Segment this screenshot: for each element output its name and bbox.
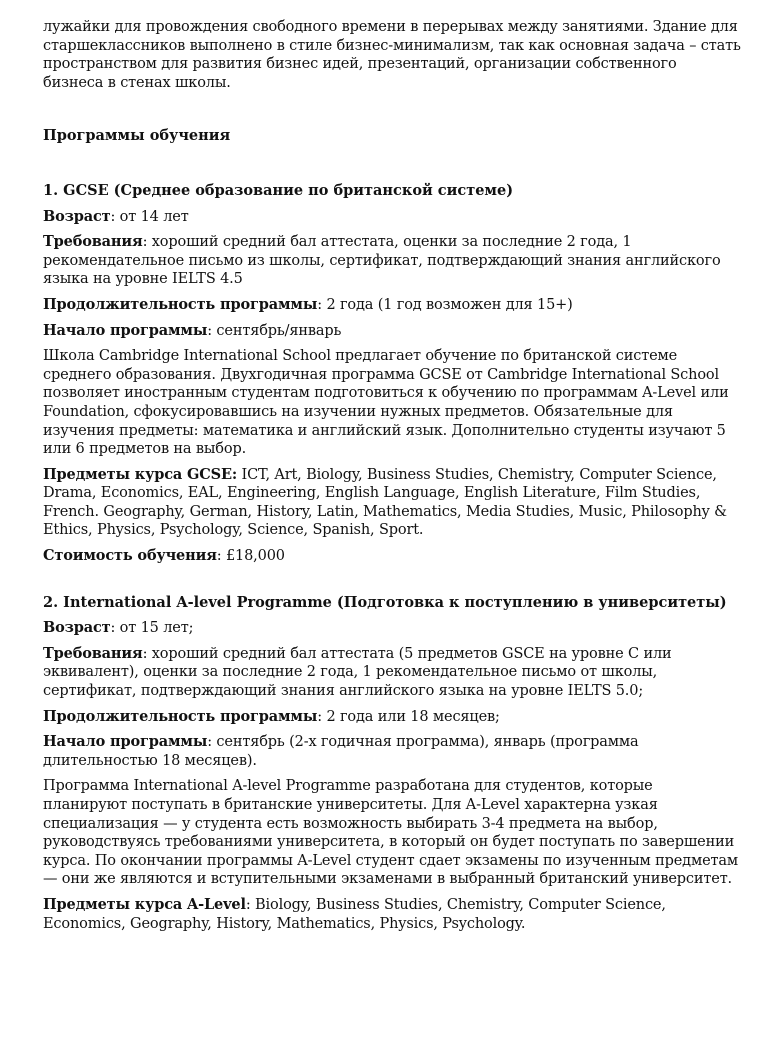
duration-label: Продолжительность программы <box>43 707 318 725</box>
subjects-line <box>43 466 741 540</box>
subjects-line <box>43 896 741 933</box>
age-value: : от 15 лет; <box>110 620 194 637</box>
duration-value: : 2 года (1 год возможен для 15+) <box>317 296 573 313</box>
requirements-line <box>43 645 741 701</box>
cost-label: Стоимость обучения <box>43 547 217 565</box>
requirements-label: Требования <box>43 644 143 662</box>
program-title: 2. International A-level Programme (Подготовка к поступлению в университеты) <box>43 593 727 611</box>
age-value: : от 14 лет <box>110 208 189 225</box>
requirements-label: Требования <box>43 233 143 251</box>
duration-label: Продолжительность программы <box>43 295 318 313</box>
intro-paragraph: лужайки для провождения свободного времени в перерывах между занятиями. Здание для старшеклассников выполнено в стиле бизнес-минимализм, так как основная задача – стать пространством для развития бизнес идей, презентаций, организации собственного бизнеса в стенах школы. <box>43 19 741 91</box>
duration-line <box>43 708 741 727</box>
start-value: : сентябрь (2-х годичная программа), январь (программа длительностью 18 месяцев). <box>43 734 639 769</box>
age-line <box>43 619 741 638</box>
program-description: Школа Cambridge International School предлагает обучение по британской системе среднего образования. Двухгодичная программа GCSE от Cambridge International School позволяет иностранным студентам подготовиться к обучению по программам A-Level или Foundation, сфокусировавшись на изучении нужных предметов. Обязательные для изучения предметы: математика и английский язык. Дополнительно студенты изучают 5 или 6 предметов на выбор. <box>43 348 729 458</box>
subjects-label: Предметы курса GCSE: <box>43 465 238 483</box>
subjects-value: ICT, Art, Biology, Business Studies, Chemistry, Computer Science, Drama, Economics, EAL, Engineering, English Language, English Literature, Film Studies, French. Geography, German, History, Latin, Mathematics, Media Studies, Music, Philosophy & Ethics, Physics, Psychology, Science, Spanish, Sport. <box>43 466 727 539</box>
subjects-value: : Biology, Business Studies, Chemistry, Computer Science, Economics, Geography, History, Mathematics, Physics, Psychology. <box>43 896 666 932</box>
age-label: Возраст <box>43 619 111 637</box>
requirements-value: : хороший средний бал аттестата, оценки за последние 2 года, 1 рекомендательное письмо из школы, сертификат, подтверждающий знания английского языка на уровне IELTS 4.5 <box>43 234 721 288</box>
duration-value: : 2 года или 18 месяцев; <box>317 708 500 725</box>
program-title: 1. GCSE (Среднее образование по британской системе) <box>43 181 514 199</box>
requirements-line <box>43 233 741 289</box>
duration-line <box>43 296 741 315</box>
start-label: Начало программы <box>43 733 208 751</box>
programs-heading: Программы обучения <box>43 127 231 145</box>
subjects-label: Предметы курса A-Level <box>43 895 246 913</box>
age-label: Возраст <box>43 207 111 225</box>
cost-value: : £18,000 <box>216 548 285 565</box>
program-description: Программа International A-level Programme разработана для студентов, которые планируют поступать в британские университеты. Для A-Level характерна узкая специализация — у студента есть возможность выбирать 3-4 предмета на выбор, руководствуясь требованиями университета, в который он будет поступать по завершении курса. По окончании программы A-Level студент сдает экзамены по изученным предметам — они же являются и вступительными экзаменами в выбранный британский университет. <box>43 778 739 888</box>
age-line <box>43 208 741 227</box>
start-line <box>43 733 741 770</box>
cost-line <box>43 547 741 566</box>
program-a-level <box>43 594 741 934</box>
start-line <box>43 322 741 341</box>
requirements-value: : хороший средний бал аттестата (5 предметов GSCE на уровне C или эквивалент), оценки за последние 2 года, 1 рекомендательное письмо от школы, сертификат, подтверждающий знания английского языка на уровне IELTS 5.0; <box>43 645 672 700</box>
start-value: : сентябрь/январь <box>207 322 342 339</box>
program-gcse <box>43 182 741 566</box>
start-label: Начало программы <box>43 321 208 339</box>
